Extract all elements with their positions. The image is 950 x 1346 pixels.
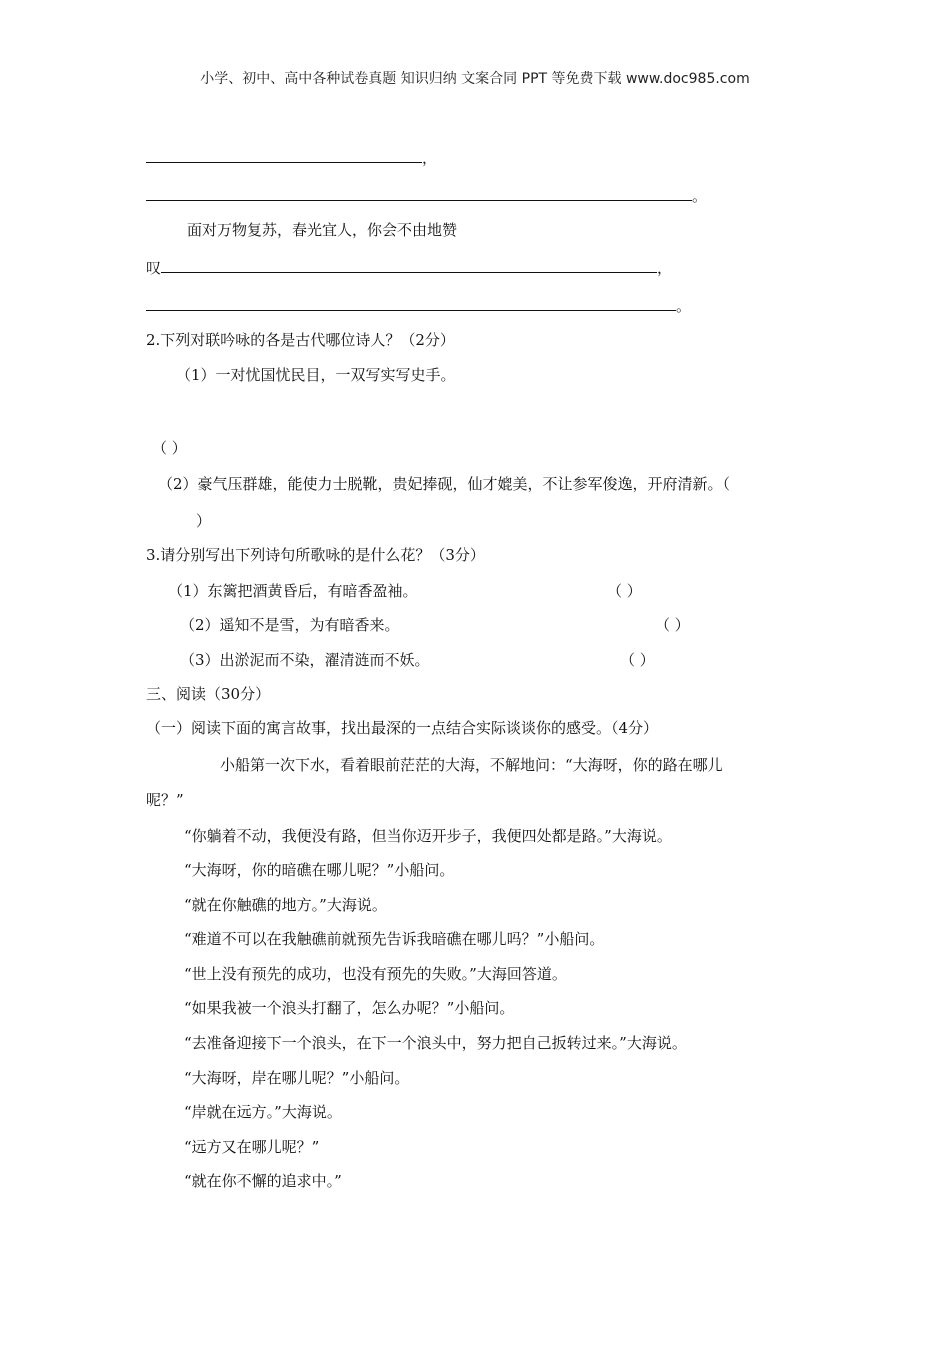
dialogue-line: “大海呀，岸在哪儿呢？”小船问。: [184, 1069, 410, 1087]
blank-line[interactable]: [161, 258, 657, 273]
q3-item-1: （1）东篱把酒黄昏后，有暗香盈袖。: [168, 582, 418, 600]
spring-prompt: 面对万物复苏，春光宜人，你会不由地赞: [187, 221, 458, 239]
answer-line-1: [146, 148, 437, 168]
period: 。: [676, 297, 692, 315]
q3-item-3-answer[interactable]: （ ）: [620, 651, 655, 669]
dialogue-line: “如果我被一个浪头打翻了，怎么办呢？”小船问。: [184, 999, 515, 1017]
story-first-cont: 呢？”: [146, 791, 184, 809]
q3-item-1-answer[interactable]: （ ）: [607, 582, 642, 600]
comma: ，: [422, 149, 438, 167]
answer-line-3: [146, 258, 672, 278]
answer-line-2: [146, 186, 707, 206]
dialogue-line: “就在你触礁的地方。”大海说。: [184, 896, 387, 914]
answer-line-4: [146, 296, 691, 316]
q3-item-3: （3）出淤泥而不染，濯清涟而不妖。: [180, 651, 430, 669]
q2-title: 2.下列对联吟咏的各是古代哪位诗人？（2分）: [146, 331, 455, 349]
q3-item-2: （2）遥知不是雪，为有暗香来。: [180, 616, 400, 634]
blank-line[interactable]: [146, 186, 692, 201]
q2-item-2-close: ）: [196, 512, 212, 530]
q2-item-1: （1）一对忧国忧民目，一双写实写史手。: [176, 366, 456, 384]
dialogue-line: “远方又在哪儿呢？”: [184, 1138, 320, 1156]
blank-line[interactable]: [146, 296, 676, 311]
dialogue-line: “大海呀，你的暗礁在哪儿呢？”小船问。: [184, 861, 455, 879]
tan-char: 叹: [146, 259, 162, 277]
q2-item-1-answer[interactable]: （ ）: [152, 439, 187, 457]
dialogue-line: “世上没有预先的成功，也没有预先的失败。”大海回答道。: [184, 965, 567, 983]
q3-item-2-answer[interactable]: （ ）: [655, 616, 690, 634]
blank-line[interactable]: [146, 148, 422, 163]
q2-item-2: （2）豪气压群雄，能使力士脱靴，贵妃捧砚，仙才媲美，不让参军俊逸，开府清新。（: [158, 475, 731, 493]
story-first-line: 小船第一次下水，看着眼前茫茫的大海，不解地问：“大海呀，你的路在哪儿: [220, 756, 723, 774]
dialogue-line: “难道不可以在我触礁前就预先告诉我暗礁在哪儿吗？”小船问。: [184, 930, 605, 948]
comma: ，: [657, 259, 673, 277]
dialogue-line: “去准备迎接下一个浪头，在下一个浪头中，努力把自己扳转过来。”大海说。: [184, 1034, 687, 1052]
period: 。: [692, 187, 708, 205]
q3-title: 3.请分别写出下列诗句所歌咏的是什么花？（3分）: [146, 546, 485, 564]
section3-title: 三、阅读（30分）: [146, 685, 271, 703]
dialogue-line: “岸就在远方。”大海说。: [184, 1103, 342, 1121]
dialogue-line: “你躺着不动，我便没有路，但当你迈开步子，我便四处都是路。”大海说。: [184, 827, 672, 845]
section3-sub1: （一）阅读下面的寓言故事，找出最深的一点结合实际谈谈你的感受。（4分）: [146, 719, 659, 737]
dialogue-line: “就在你不懈的追求中。”: [184, 1172, 342, 1190]
page-header: 小学、初中、高中各种试卷真题 知识归纳 文案合同 PPT 等免费下载 www.doc985.com: [200, 71, 750, 87]
